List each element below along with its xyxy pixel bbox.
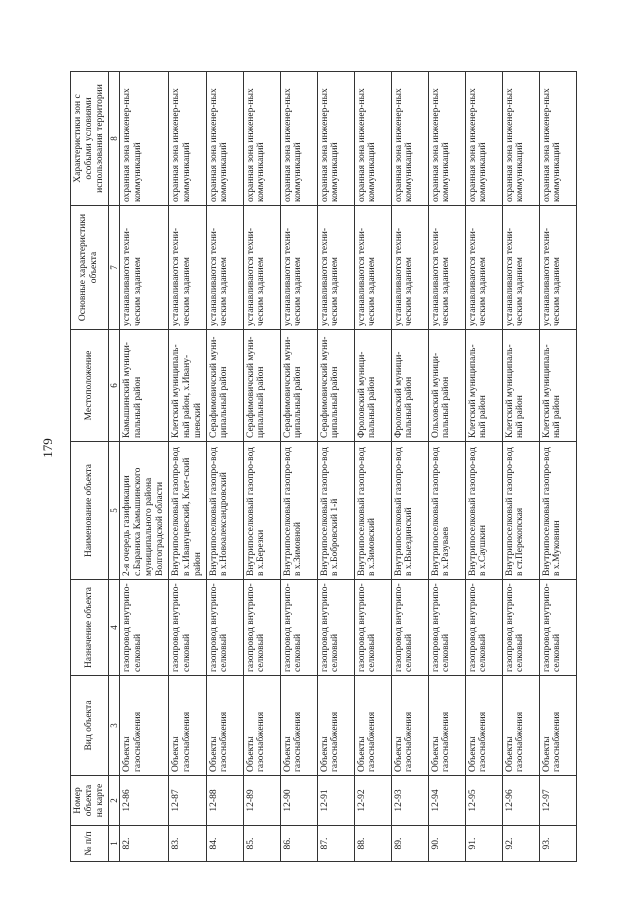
cell-kind: Объекты газоснабжения	[120, 676, 169, 776]
cell-zone: охранная зона инженер-ных коммуникаций	[539, 72, 576, 206]
cell-zone: охранная зона инженер-ных коммуникаций	[502, 72, 539, 206]
cell-n: 83.	[168, 826, 206, 862]
table-row	[354, 72, 391, 862]
cell-code: 12-86	[120, 776, 169, 826]
cell-location: Клетский муниципаль-ный район	[502, 330, 539, 442]
objects-table	[70, 71, 577, 862]
table-row	[391, 72, 428, 862]
cell-kind: Объекты газоснабжения	[280, 676, 317, 776]
cell-chars: устанавливаются техни-ческим заданием	[539, 206, 576, 330]
cell-zone: охранная зона инженер-ных коммуникаций	[168, 72, 206, 206]
cell-chars: устанавливаются техни-ческим заданием	[317, 206, 354, 330]
header-cell: Наименование объекта	[71, 442, 109, 580]
cell-chars: устанавливаются техни-ческим заданием	[502, 206, 539, 330]
cell-zone: охранная зона инженер-ных коммуникаций	[120, 72, 169, 206]
cell-location: Камышинский муници-пальный район	[120, 330, 169, 442]
cell-purpose: газопровод внутрипо-селковый	[206, 580, 243, 676]
cell-purpose: газопровод внутрипо-селковый	[168, 580, 206, 676]
cell-code: 12-97	[539, 776, 576, 826]
cell-chars: устанавливаются техни-ческим заданием	[465, 206, 502, 330]
cell-purpose: газопровод внутрипо-селковый	[428, 580, 465, 676]
cell-location: Фроловский муници-пальный район	[391, 330, 428, 442]
cell-code: 12-87	[168, 776, 206, 826]
table-row	[428, 72, 465, 862]
cell-name: Внутрипоселковый газопро-вод в х.Выездинский	[391, 442, 428, 580]
cell-n: 85.	[243, 826, 280, 862]
cell-zone: охранная зона инженер-ных коммуникаций	[465, 72, 502, 206]
cell-kind: Объекты газоснабжения	[206, 676, 243, 776]
cell-chars: устанавливаются техни-ческим заданием	[280, 206, 317, 330]
cell-n: 90.	[428, 826, 465, 862]
cell-kind: Объекты газоснабжения	[539, 676, 576, 776]
cell-name: 2-я очередь газификации с.Бараниха Камышинского муниципального района Волгоградской области	[120, 442, 169, 580]
cell-kind: Объекты газоснабжения	[243, 676, 280, 776]
cell-name: Внутрипоселковый газопро-вод в х.Березки	[243, 442, 280, 580]
header-cell: Назначение объекта	[71, 580, 109, 676]
cell-code: 12-93	[391, 776, 428, 826]
table-row	[243, 72, 280, 862]
table-row	[120, 72, 169, 862]
table-row	[280, 72, 317, 862]
cell-kind: Объекты газоснабжения	[502, 676, 539, 776]
cell-code: 12-89	[243, 776, 280, 826]
header-cell: Местоположение	[71, 330, 109, 442]
cell-name: Внутрипоселковый газопро-вод в х.Муковнин	[539, 442, 576, 580]
cell-n: 88.	[354, 826, 391, 862]
header-cell: № п/п	[71, 826, 109, 862]
cell-location: Клетский муниципаль-ный район	[465, 330, 502, 442]
cell-kind: Объекты газоснабжения	[317, 676, 354, 776]
cell-name: Внутрипоселковый газопро-вод в ст.Перекопская	[502, 442, 539, 580]
cell-kind: Объекты газоснабжения	[465, 676, 502, 776]
cell-location: Ольховский муници-пальный район	[428, 330, 465, 442]
cell-purpose: газопровод внутрипо-селковый	[243, 580, 280, 676]
cell-location: Клетский муниципаль-ный район	[539, 330, 576, 442]
cell-location: Клетский муниципаль-ный район, х.Ивану-шевский	[168, 330, 206, 442]
cell-n: 89.	[391, 826, 428, 862]
cell-n: 87.	[317, 826, 354, 862]
cell-purpose: газопровод внутрипо-селковый	[317, 580, 354, 676]
cell-code: 12-94	[428, 776, 465, 826]
cell-zone: охранная зона инженер-ных коммуникаций	[243, 72, 280, 206]
cell-purpose: газопровод внутрипо-селковый	[354, 580, 391, 676]
cell-kind: Объекты газоснабжения	[168, 676, 206, 776]
cell-purpose: газопровод внутрипо-селковый	[120, 580, 169, 676]
cell-name: Внутрипоселковый газопро-вод в х.Бобровский 1-й	[317, 442, 354, 580]
cell-name: Внутрипоселковый газопро-вод в х.Ивануцевский, Клет-ский район	[168, 442, 206, 580]
cell-n: 82.	[120, 826, 169, 862]
cell-purpose: газопровод внутрипо-селковый	[539, 580, 576, 676]
cell-name: Внутрипоселковый газопро-вод в х.Зимовной	[280, 442, 317, 580]
column-number: 6	[108, 330, 119, 442]
cell-code: 12-95	[465, 776, 502, 826]
cell-chars: устанавливаются техни-ческим заданием	[428, 206, 465, 330]
cell-chars: устанавливаются техни-ческим заданием	[391, 206, 428, 330]
cell-chars: устанавливаются техни-ческим заданием	[168, 206, 206, 330]
column-number: 2	[108, 776, 119, 826]
cell-n: 92.	[502, 826, 539, 862]
cell-chars: устанавливаются техни-ческим заданием	[206, 206, 243, 330]
header-cell: Номер объекта на карте	[71, 776, 109, 826]
page-number: 179	[40, 438, 55, 458]
cell-location: Серафимовичский муни-ципальный район	[317, 330, 354, 442]
cell-name: Внутрипоселковый газопро-вод в х.Новоалександровский	[206, 442, 243, 580]
column-number: 7	[108, 206, 119, 330]
column-number: 3	[108, 676, 119, 776]
cell-zone: охранная зона инженер-ных коммуникаций	[280, 72, 317, 206]
rotated-page	[70, 72, 590, 862]
cell-name: Внутрипоселковый газопро-вод в х.Зимовский	[354, 442, 391, 580]
cell-location: Серафимовичский муни-ципальный район	[206, 330, 243, 442]
cell-purpose: газопровод внутрипо-селковый	[465, 580, 502, 676]
cell-zone: охранная зона инженер-ных коммуникаций	[391, 72, 428, 206]
column-number-row	[108, 72, 119, 862]
header-cell: Вид объекта	[71, 676, 109, 776]
cell-zone: охранная зона инженер-ных коммуникаций	[317, 72, 354, 206]
table-row	[539, 72, 576, 862]
cell-chars: устанавливаются техни-ческим заданием	[354, 206, 391, 330]
cell-kind: Объекты газоснабжения	[428, 676, 465, 776]
table-row	[465, 72, 502, 862]
cell-chars: устанавливаются техни-ческим заданием	[243, 206, 280, 330]
cell-purpose: газопровод внутрипо-селковый	[391, 580, 428, 676]
cell-code: 12-96	[502, 776, 539, 826]
cell-location: Фроловский муници-пальный район	[354, 330, 391, 442]
cell-n: 93.	[539, 826, 576, 862]
cell-zone: охранная зона инженер-ных коммуникаций	[354, 72, 391, 206]
column-number: 1	[108, 826, 119, 862]
cell-location: Серафимовичский муни-ципальный район	[243, 330, 280, 442]
table-row	[502, 72, 539, 862]
cell-code: 12-90	[280, 776, 317, 826]
table-row	[168, 72, 206, 862]
cell-n: 91.	[465, 826, 502, 862]
table-row	[206, 72, 243, 862]
table-body	[120, 72, 576, 862]
cell-code: 12-92	[354, 776, 391, 826]
cell-location: Серафимовичский муни-ципальный район	[280, 330, 317, 442]
column-number: 8	[108, 72, 119, 206]
cell-zone: охранная зона инженер-ных коммуникаций	[428, 72, 465, 206]
cell-code: 12-88	[206, 776, 243, 826]
column-number: 5	[108, 442, 119, 580]
header-cell: Характеристики зон с особыми условиями использования территории	[71, 72, 109, 206]
cell-n: 86.	[280, 826, 317, 862]
cell-n: 84.	[206, 826, 243, 862]
column-number: 4	[108, 580, 119, 676]
header-cell: Основные характеристики объекта	[71, 206, 109, 330]
cell-name: Внутрипоселковый газопро-вод в х.Саушкин	[465, 442, 502, 580]
table-row	[317, 72, 354, 862]
cell-purpose: газопровод внутрипо-селковый	[280, 580, 317, 676]
header-row	[71, 72, 109, 862]
cell-chars: устанавливаются техни-ческим заданием	[120, 206, 169, 330]
cell-zone: охранная зона инженер-ных коммуникаций	[206, 72, 243, 206]
cell-code: 12-91	[317, 776, 354, 826]
cell-kind: Объекты газоснабжения	[354, 676, 391, 776]
cell-kind: Объекты газоснабжения	[391, 676, 428, 776]
cell-name: Внутрипоселковый газопро-вод в х.Разуваев	[428, 442, 465, 580]
cell-purpose: газопровод внутрипо-селковый	[502, 580, 539, 676]
